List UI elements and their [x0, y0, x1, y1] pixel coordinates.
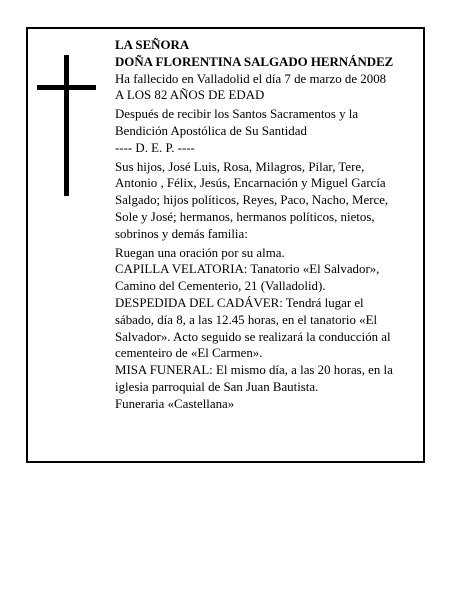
funeral-home: Funeraria «Castellana»	[115, 396, 235, 411]
farewell-paragraph	[115, 295, 417, 362]
family-line: Salgado; hijos políticos, Reyes, Paco, Nacho, Merce,	[115, 193, 389, 208]
sacraments-line: Bendición Apostólica de Su Santidad	[115, 123, 307, 138]
deceased-name: DOÑA FLORENTINA SALGADO HERNÁNDEZ	[115, 54, 394, 69]
mass-paragraph	[115, 362, 417, 396]
mass-line: MISA FUNERAL: El mismo día, a las 20 horas, en la	[115, 363, 393, 378]
cross-icon	[64, 55, 69, 196]
chapel-paragraph	[115, 261, 417, 295]
death-announcement: Ha fallecido en Valladolid el día 7 de marzo de 2008	[115, 71, 387, 86]
farewell-line: sábado, día 8, a las 12.45 horas, en el tanatorio «El	[115, 312, 378, 327]
sacraments-line: Después de recibir los Santos Sacramentos y la	[115, 107, 359, 122]
farewell-line: Salvador». Acto seguido se realizará la conducción al	[115, 329, 391, 344]
family-line: sobrinos y demás familia:	[115, 226, 248, 241]
sacraments-paragraph	[115, 106, 417, 140]
family-line: Sole y José; hermanos, hermanos políticos, nietos,	[115, 209, 375, 224]
dep-line: ---- D. E. P. ----	[115, 140, 195, 155]
chapel-line: CAPILLA VELATORIA: Tanatorio «El Salvador»,	[115, 262, 380, 277]
obituary-text	[115, 37, 417, 413]
prayer-line: Ruegan una oración por su alma.	[115, 245, 285, 260]
chapel-line: Camino del Cementerio, 21 (Valladolid).	[115, 279, 326, 294]
family-line: Sus hijos, José Luis, Rosa, Milagros, Pilar, Tere,	[115, 159, 365, 174]
farewell-line: DESPEDIDA DEL CADÁVER: Tendrá lugar el	[115, 295, 364, 310]
age-line: A LOS 82 AÑOS DE EDAD	[115, 88, 265, 103]
notice-title: LA SEÑORA	[115, 38, 190, 52]
family-line: Antonio , Félix, Jesús, Encarnación y Miguel García	[115, 176, 386, 191]
mass-line: iglesia parroquial de San Juan Bautista.	[115, 379, 319, 394]
family-paragraph	[115, 159, 417, 243]
cross-icon-bar	[37, 85, 96, 90]
farewell-line: cementeiro de «El Carmen».	[115, 346, 263, 361]
